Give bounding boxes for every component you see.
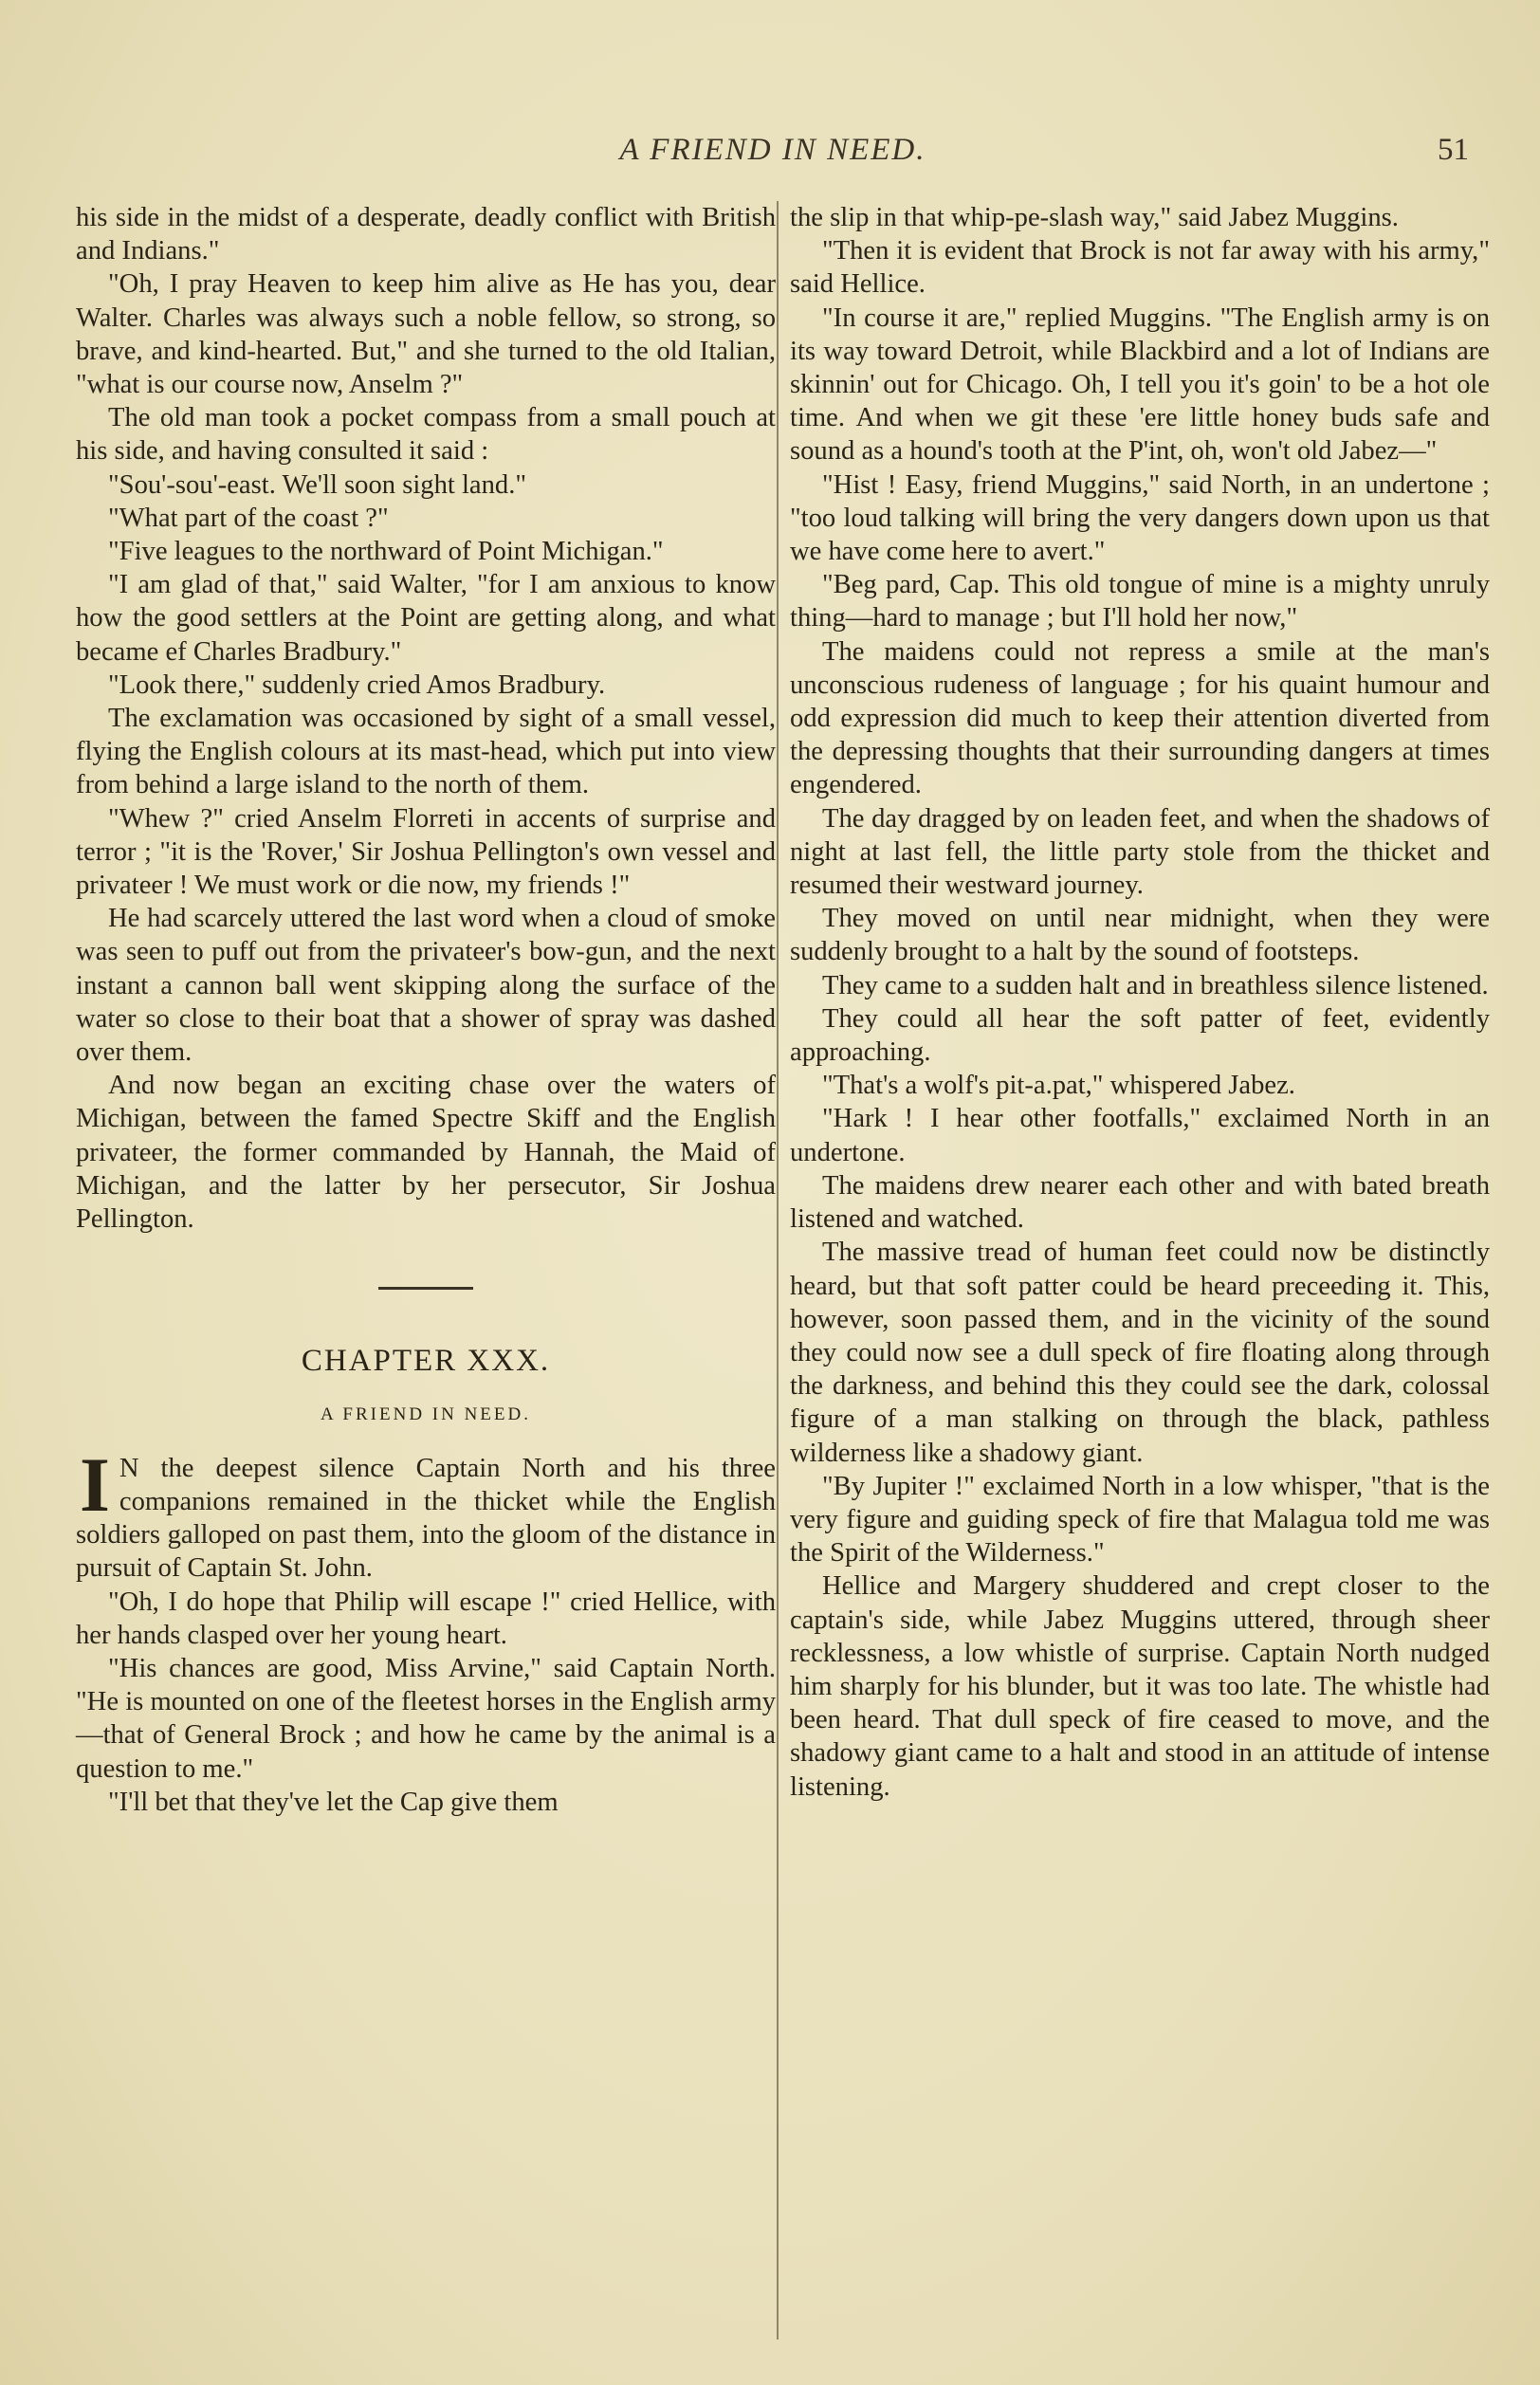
paragraph: The old man took a pocket compass from a small pouch at his side, and having consulted it said : [76,403,776,467]
column-rule [777,201,779,2339]
paragraph: The massive tread of human feet could now be distinctly heard, but that soft patter could be heard preceeding it. This, however, soon passed them, and in the vicinity of the sound they could now see a dull speck of fire floating along through the darkness, and behind this they could see the dark, colossal figure of a man stalking on through the black, pathless wilderness like a shadowy giant. [790,1238,1490,1468]
paragraph: "Then it is evident that Brock is not far away with his army," said Hellice. [790,236,1490,300]
right-column [790,201,1490,1804]
left-column [76,201,776,1819]
running-title: A FRIEND IN NEED. [619,133,926,167]
paragraph: "By Jupiter !" exclaimed North in a low whisper, "that is the very figure and guiding speck of fire that Malagua told me was the Spirit of the Wilderness." [790,1471,1490,1569]
paragraph: "Hark ! I hear other footfalls," exclaimed North in an undertone. [790,1104,1490,1167]
paragraph: He had scarcely uttered the last word when a cloud of smoke was seen to puff out from the privateer's bow-gun, and the next instant a cannon ball went skipping along the surface of the water so close to their boat that a shower of spray was dashed over them. [76,904,776,1068]
paragraph: "In course it are," replied Muggins. "The English army is on its way toward Detroit, while Blackbird and a lot of Indians are skinnin' out for Chicago. Oh, I tell you it's goin' to be a hot ole time. And when we git these 'ere little honey buds safe and sound as a hound's tooth at the P'int, oh, won't old Jabez—" [790,303,1490,467]
paragraph: "Five leagues to the northward of Point Michigan." [108,537,664,567]
paragraph: "His chances are good, Miss Arvine," said Captain North. "He is mounted on one of the fleetest horses in the English army—that of General Brock ; and how he came by the animal is a question to me." [76,1653,776,1784]
paragraph: Hellice and Margery shuddered and crept closer to the captain's side, while Jabez Muggins uttered, through sheer recklessness, a low whistle of surprise. Captain North nudged him sharply for his blunder, but it was too late. The whistle had been heard. That dull speck of fire ceased to move, and the shadowy giant came to a halt and stood in an attitude of intense listening. [790,1571,1490,1802]
paragraph: the slip in that whip-pe-slash way," said Jabez Muggins. [790,203,1399,232]
paragraph: "That's a wolf's pit-a.pat," whispered Jabez. [822,1071,1295,1101]
paragraph: "Whew ?" cried Anselm Florreti in accents of surprise and terror ; "it is the 'Rover,' Sir Joshua Pellington's own vessel and privateer ! We must work or die now, my friends !" [76,803,776,901]
chapter-opening-paragraph [76,1440,776,1586]
page-number: 51 [1438,133,1469,167]
paragraph: his side in the midst of a desperate, deadly conflict with British and Indians." [76,203,776,266]
paragraph: They could all hear the soft patter of feet, evidently approaching. [790,1003,1490,1068]
paragraph: The maidens drew nearer each other and with bated breath listened and watched. [790,1170,1490,1235]
paragraph-text: N the deepest silence Captain North and his three companions remained in the thicket while the English soldiers galloped on past them, into the gloom of the distance in pursuit of Captain St. John. [76,1453,776,1584]
section-divider [378,1287,473,1290]
paragraph: "I am glad of that," said Walter, "for I am anxious to know how the good settlers at the Point are getting along, and what became ef Charles Bradbury." [76,570,776,667]
paragraph: They came to a sudden halt and in breathless silence listened. [822,970,1489,1000]
paragraph: The exclamation was occasioned by sight of a small vessel, flying the English colours at its mast-head, which put into view from behind a large island to the north of them. [76,704,776,800]
drop-cap: I [80,1440,110,1528]
paragraph: "Oh, I do hope that Philip will escape !" cried Hellice, with her hands clasped over her young heart. [76,1587,776,1650]
paragraph: "Sou'-sou'-east. We'll soon sight land." [108,469,527,500]
paragraph: "Hist ! Easy, friend Muggins," said North, in an undertone ; "too loud talking will bring the very dangers down upon us that we have come here to avert." [790,469,1490,567]
paragraph: "Look there," suddenly cried Amos Bradbury. [108,670,606,700]
paragraph: "I'll bet that they've let the Cap give them [108,1787,559,1817]
chapter-title: CHAPTER XXX. [301,1344,551,1379]
paragraph: "Beg pard, Cap. This old tongue of mine is a mighty unruly thing—hard to manage ; but I'll hold her now," [790,570,1490,633]
paragraph: And now began an exciting chase over the waters of Michigan, between the famed Spectre Skiff and the English privateer, the former commanded by Hannah, the Maid of Michigan, and the latter by her persecutor, Sir Joshua Pellington. [76,1071,776,1235]
chapter-subtitle: A FRIEND IN NEED. [321,1403,531,1424]
paragraph: They moved on until near midnight, when they were suddenly brought to a halt by the sound of footsteps. [790,904,1490,967]
paragraph: The maidens could not repress a smile at the man's unconscious rudeness of language ; for his quaint humour and odd expression did much to keep their attention diverted from the depressing thoughts that their surrounding dangers at times engendered. [790,636,1490,800]
paragraph: The day dragged by on leaden feet, and when the shadows of night at last fell, the little party stole from the thicket and resumed their westward journey. [790,803,1490,901]
paragraph: "What part of the coast ?" [108,503,389,533]
paragraph: "Oh, I pray Heaven to keep him alive as He has you, dear Walter. Charles was always such a noble fellow, so strong, so brave, and kind-hearted. But," and she turned to the old Italian, "what is our course now, Anselm ?" [76,269,776,400]
